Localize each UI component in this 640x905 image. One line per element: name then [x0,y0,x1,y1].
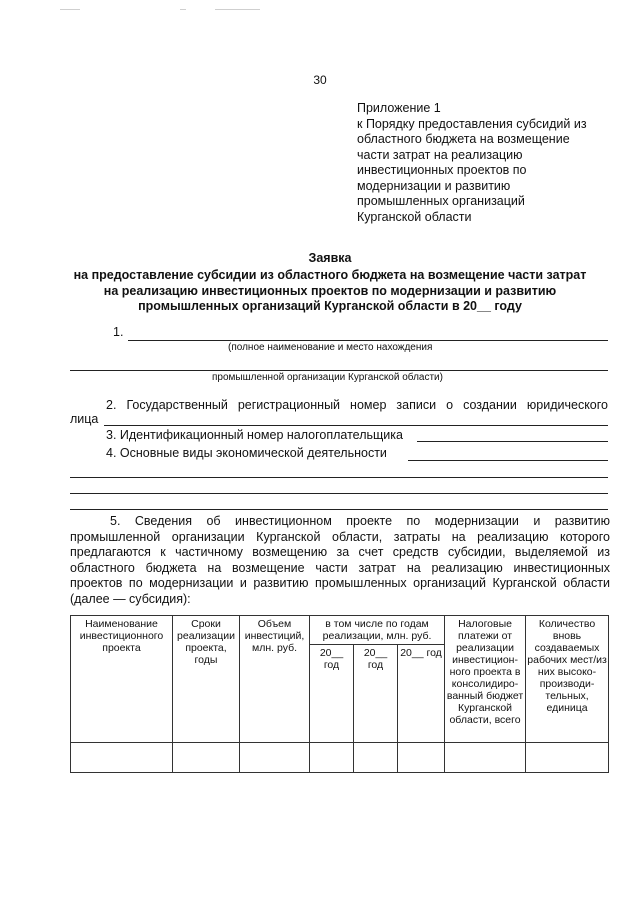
item5-line: проектов по модернизации и развитию промышленных организаций Курганской области [70,576,610,590]
appendix-line: части затрат на реализацию [357,147,523,162]
inn-field[interactable] [417,441,608,442]
appendix-line: Приложение 1 [357,101,441,115]
document-title: Заявка [308,251,352,265]
scan-artifact [215,9,260,10]
cell-year[interactable] [398,743,445,773]
appendix-line: областного бюджета на возмещение [357,132,570,146]
investment-project-table [70,615,609,773]
scan-artifact [60,9,80,10]
subtitle-line: на предоставление субсидии из областного бюджета на возмещение части затрат [73,268,587,282]
item1-number: 1. [113,325,124,339]
cell-new-jobs[interactable] [526,743,609,773]
item5-line: областного бюджета на возмещение части затрат на реализацию инвестиционных [70,560,610,575]
activity-field-cont[interactable] [70,493,608,494]
subtitle-line: на реализацию инвестиционных проектов по модернизации и развитию [103,283,557,298]
header-year: 20__ год [354,645,398,743]
cell-year[interactable] [354,743,398,773]
org-name-field[interactable] [128,340,608,341]
appendix-line: модернизации и развитию [357,178,511,193]
registration-number-field[interactable] [104,425,608,426]
cell-investment-volume[interactable] [240,743,310,773]
appendix-line: инвестиционных проектов по [357,163,527,177]
item3-label: 3. Идентификационный номер налогоплательщика [106,428,403,442]
activity-field[interactable] [408,460,608,461]
org-name-field-cont[interactable] [70,370,608,371]
header-terms: Сроки реализации проекта, годы [173,616,240,743]
header-project-name: Наименование инвестиционного проекта [71,616,173,743]
item1-hint: (полное наименование и место нахождения [228,342,433,353]
scan-artifact [180,9,186,10]
page-number: 30 [313,73,327,87]
item5-line: (далее — субсидия): [70,591,191,606]
header-year: 20__ год [398,645,445,743]
item2-label-cont: лица [70,412,99,426]
header-year: 20__ год [310,645,354,743]
header-investment-volume: Объем инвестиций, млн. руб. [240,616,310,743]
item2-label: 2. Государственный регистрационный номер записи о создании юридического [106,398,608,412]
subtitle-line: промышленных организаций Курганской области в 20__ году [138,299,522,313]
activity-field-cont[interactable] [70,477,608,478]
item5-line: предлагаются к частичному возмещению за счет средств субсидии, выделяемой из [70,545,610,559]
appendix-line: Курганской области [357,209,472,224]
item5-line: промышленной организации Курганской области, затраты на реализацию которого [70,529,610,544]
appendix-line: к Порядку предоставления субсидий из [357,116,587,131]
header-new-jobs: Количество вновь создаваемых рабочих мест/из них высоко-производи-тельных, единица [526,616,609,743]
appendix-line: промышленных организаций [357,194,525,208]
cell-project-name[interactable] [71,743,173,773]
header-by-years: в том числе по годам реализации, млн. руб. [310,616,445,645]
cell-tax-payments[interactable] [445,743,526,773]
cell-year[interactable] [310,743,354,773]
item5-paragraph [70,514,610,607]
item1-hint: промышленной организации Курганской области) [212,372,443,383]
item4-label: 4. Основные виды экономической деятельности [106,446,387,460]
document-subtitle [60,268,600,315]
cell-terms[interactable] [173,743,240,773]
appendix-header [357,101,617,225]
item5-line: 5. Сведения об инвестиционном проекте по модернизации и развитию [110,514,610,528]
header-tax-payments: Налоговые платежи от реализации инвестицион-ного проекта в консолидиро-ванный бюджет Курганской области, всего [445,616,526,743]
activity-field-cont[interactable] [70,509,608,510]
